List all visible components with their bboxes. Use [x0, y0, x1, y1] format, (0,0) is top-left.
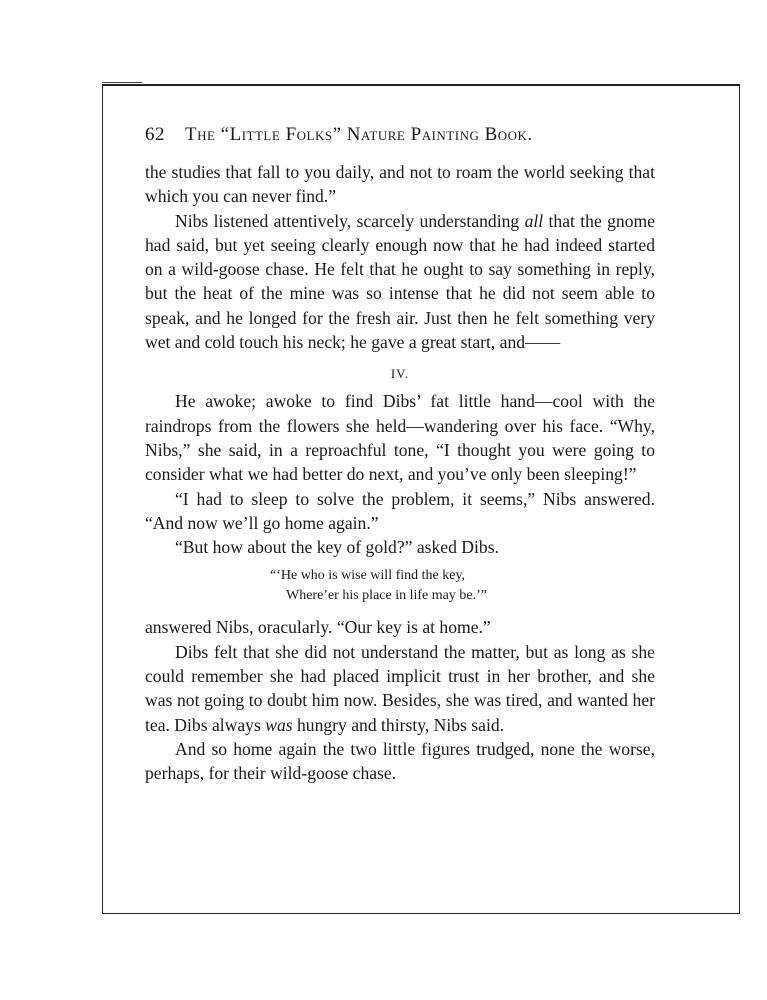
paragraph: He awoke; awoke to find Dibs’ fat little hand—cool with the raindrops from the flowers she held—wandering over his face. “Why, Nibs,” she said, in a reproachful tone, “I thought you were going to consider what we had better do next, and you’ve only been sleeping!” [145, 391, 655, 485]
paragraph: “But how about the key of gold?” asked Dibs. [175, 537, 499, 558]
paragraph: “I had to sleep to solve the problem, it seems,” Nibs answered. “And now we’ll go home again.” [145, 488, 655, 533]
paragraph [145, 209, 655, 355]
paragraph: And so home again the two little figures trudged, none the worse, perhaps, for their wild-goose chase. [145, 738, 655, 784]
paragraph: the studies that fall to you daily, and not to roam the world seeking that which you can never find.” [145, 162, 655, 207]
verse-quote [145, 566, 655, 606]
text-run: Dibs felt that she did not understand the matter, but as long as she could remember she had placed implicit trust in her brother, and she was not going to doubt him now. Besides, she was tired, and wanted her tea. Dibs always [145, 641, 655, 735]
paragraph [145, 640, 655, 737]
section-heading: IV. [390, 366, 410, 382]
text-run: Nibs listened attentively, scarcely understanding [175, 210, 525, 231]
running-title: The “Little Folks” Nature Painting Book. [185, 124, 533, 145]
body-text [145, 160, 655, 786]
running-header [145, 124, 665, 146]
page-number: 62 [145, 124, 165, 145]
italic-text: was [265, 714, 293, 735]
verse-line: Where’er his place in life may be.’” [286, 588, 487, 604]
verse-line: “‘He who is wise will find the key, [270, 568, 466, 584]
text-run: that the gnome had said, but yet seeing clearly enough now that he had indeed started on a wild-goose chase. He felt that he ought to say something in reply, but the heat of the mine was so intense that he did not seem able to speak, and he longed for the fresh air. Just then he felt something very wet and cold touch his neck; he gave a great start, and—— [145, 210, 655, 353]
paragraph: answered Nibs, oracularly. “Our key is at home.” [145, 617, 491, 638]
text-run: hungry and thirsty, Nibs said. [292, 714, 505, 735]
frame-tick [102, 82, 142, 83]
italic-text: all [524, 210, 544, 231]
